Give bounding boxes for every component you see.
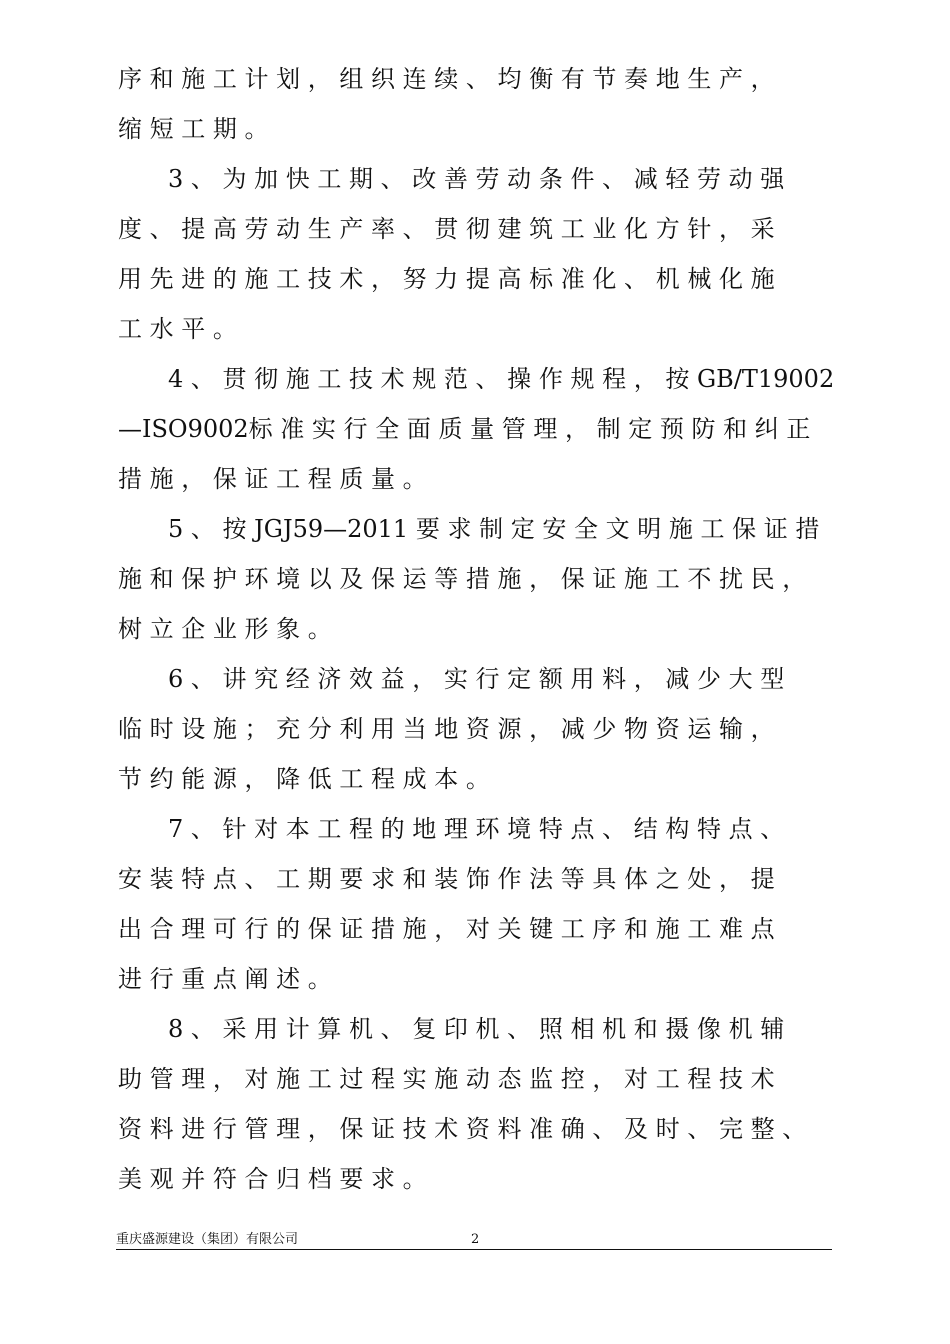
text-line: 6 、 讲 究 经 济 效 益 ， 实 行 定 额 用 料 ， 减 少 大 型 <box>168 665 785 693</box>
text-line: 出 合 理 可 行 的 保 证 措 施 ， 对 关 键 工 序 和 施 工 难 点 <box>118 915 775 943</box>
text-line: 8 、 采 用 计 算 机 、 复 印 机 、 照 相 机 和 摄 像 机 辅 <box>168 1015 785 1043</box>
text-line: 措 施 ， 保 证 工 程 质 量 。 <box>118 465 427 493</box>
text-line: 4 、 贯 彻 施 工 技 术 规 范 、 操 作 规 程 ， 按 GB/T19002 <box>168 365 835 393</box>
text-line: 用 先 进 的 施 工 技 术 ， 努 力 提 高 标 准 化 、 机 械 化 施 <box>118 265 775 293</box>
text-line: 3 、 为 加 快 工 期 、 改 善 劳 动 条 件 、 减 轻 劳 动 强 <box>168 165 785 193</box>
text-line: 节 约 能 源 ， 降 低 工 程 成 本 。 <box>118 765 490 793</box>
text-line: 缩 短 工 期 。 <box>118 115 269 143</box>
text-line: 7 、 针 对 本 工 程 的 地 理 环 境 特 点 、 结 构 特 点 、 <box>168 815 785 843</box>
text-line: 施 和 保 护 环 境 以 及 保 运 等 措 施 ， 保 证 施 工 不 扰 民 ， <box>118 565 807 593</box>
text-line: 进 行 重 点 阐 述 。 <box>118 965 332 993</box>
text-line: 美 观 并 符 合 归 档 要 求 。 <box>118 1165 427 1193</box>
text-line: 安 装 特 点 、 工 期 要 求 和 装 饰 作 法 等 具 体 之 处 ， 提 <box>118 865 775 893</box>
footer-divider <box>116 1249 832 1250</box>
text-line: —ISO9002标 准 实 行 全 面 质 量 管 理 ， 制 定 预 防 和 纠 正 <box>118 415 811 443</box>
text-line: 资 料 进 行 管 理 ， 保 证 技 术 资 料 准 确 、 及 时 、 完 整 、 <box>118 1115 807 1143</box>
text-line: 树 立 企 业 形 象 。 <box>118 615 332 643</box>
text-line: 临 时 设 施 ； 充 分 利 用 当 地 资 源 ， 减 少 物 资 运 输 ， <box>118 715 775 743</box>
text-line: 序 和 施 工 计 划 ， 组 织 连 续 、 均 衡 有 节 奏 地 生 产 ， <box>118 65 775 93</box>
text-line: 助 管 理 ， 对 施 工 过 程 实 施 动 态 监 控 ， 对 工 程 技 术 <box>118 1065 775 1093</box>
text-line: 工 水 平 。 <box>118 315 237 343</box>
footer-company-name: 重庆盛源建设（集团）有限公司 <box>116 1232 299 1247</box>
text-line: 度 、 提 高 劳 动 生 产 率 、 贯 彻 建 筑 工 业 化 方 针 ， 采 <box>118 215 775 243</box>
text-line: 5 、 按 JGJ59—2011 要 求 制 定 安 全 文 明 施 工 保 证 措 <box>168 515 820 543</box>
footer-page-number: 2 <box>471 1232 480 1247</box>
